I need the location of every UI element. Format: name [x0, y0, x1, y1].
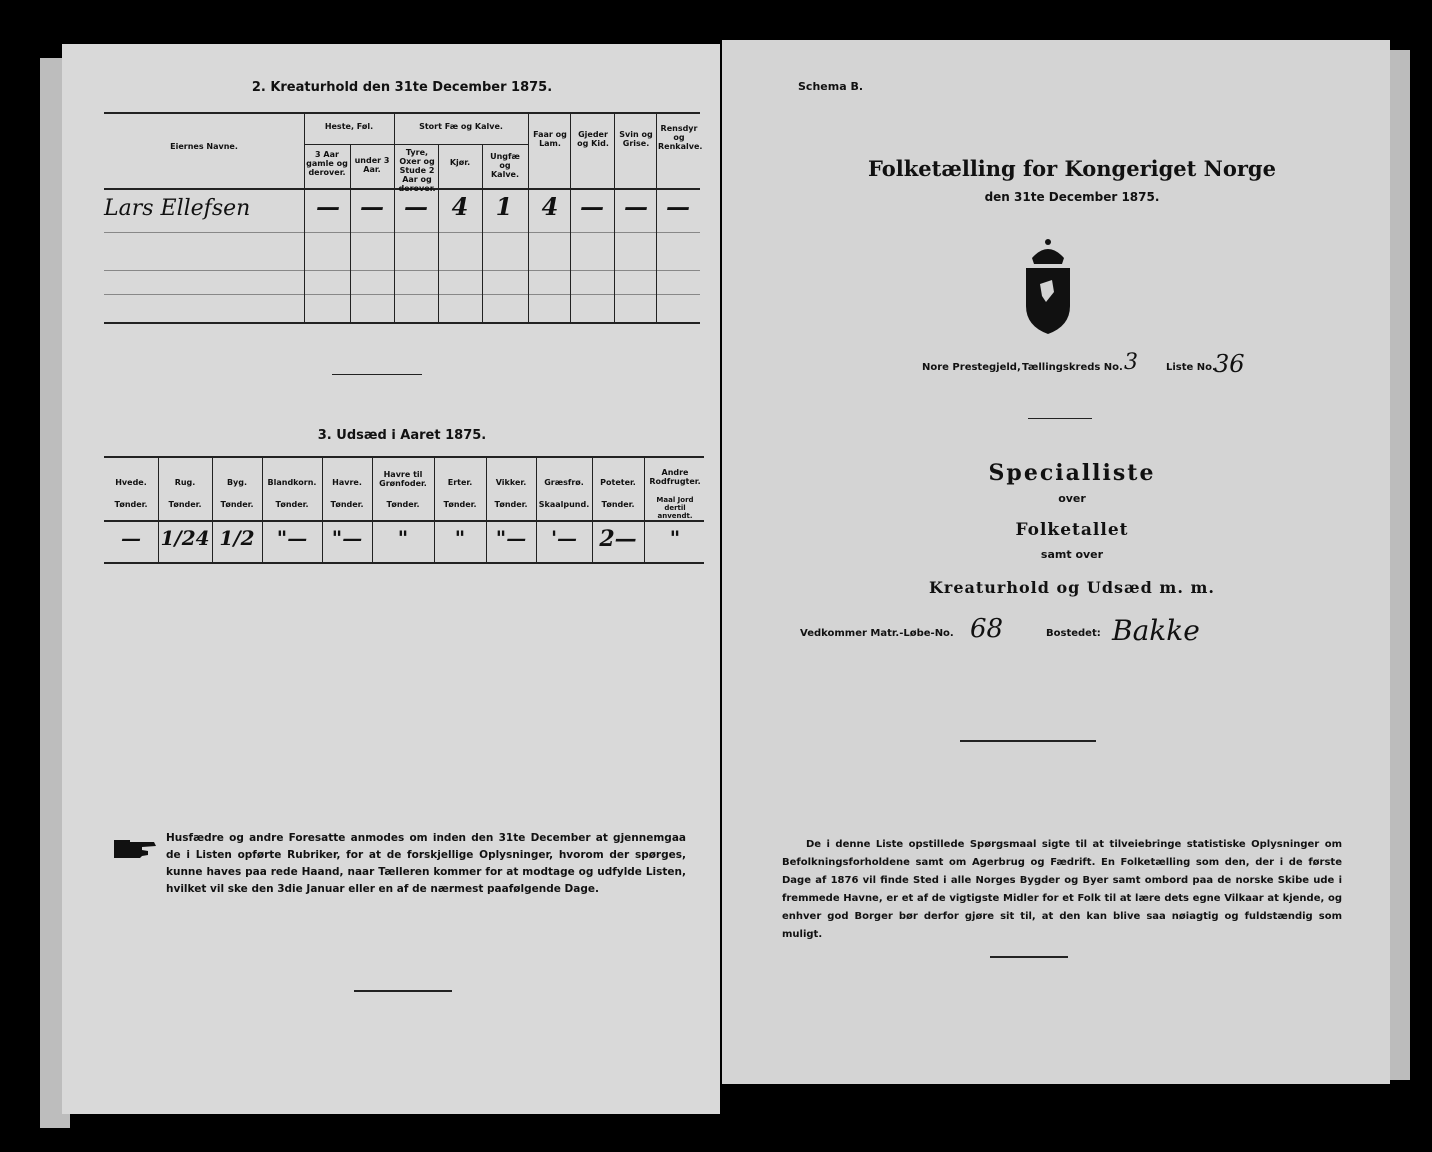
owner-name: Lars Ellefsen	[104, 196, 251, 221]
seed-header: Byg.	[226, 478, 248, 487]
livestock-value: —	[404, 192, 428, 221]
bosted-value: Bakke	[1112, 614, 1200, 647]
seed-header: Rug.	[174, 478, 196, 487]
divider	[354, 990, 452, 992]
seed-value: '—	[550, 526, 578, 550]
seed-value: "	[454, 526, 466, 550]
seed-header: Havre til Grønfoder.	[379, 470, 427, 488]
seed-value: 2—	[599, 526, 637, 552]
livestock-value: —	[360, 192, 384, 221]
livestock-value: —	[666, 192, 690, 221]
cows-header: Kjør.	[449, 158, 471, 167]
seed-value: 1/24	[160, 526, 210, 550]
over-text: over	[1058, 492, 1086, 505]
matr-value: 68	[970, 614, 1004, 644]
livestock-value: 4	[541, 192, 559, 221]
horses-young-header: under 3 Aar.	[354, 156, 390, 174]
seed-unit: Tønder.	[386, 500, 420, 509]
livestock-value: —	[580, 192, 604, 221]
census-date: den 31te December 1875.	[984, 190, 1160, 204]
seed-header: Græsfrø.	[544, 478, 584, 487]
folketallet-text: Folketallet	[1015, 520, 1129, 540]
liste-value: 36	[1214, 350, 1245, 378]
left-notice: Husfædre og andre Foresatte anmodes om inden den 31te December at gjennemgaa de i Listen opførte Rubriker, for at de forskjellige Oplysninger, hvorom der spørges, kunne haves paa rede Haand, naar Tælleren kommer for at modtage og udfylde Listen, hvilket vil ske den 3die Januar eller en af de nærmest paafølgende Dage.	[166, 832, 686, 895]
samt-over-text: samt over	[1040, 548, 1104, 561]
right-notice: De i denne Liste opstillede Spørgsmaal sigte til at tilveiebringe statistiske Oplysninger om Befolkningsforholdene samt om Agerbrug og Fædrift. En Folketælling som den, der i de første Dage af 1876 vil finde Sted i alle Norges Bygder og Byer samt ombord paa de norske Skibe ude i fremmede Havne, er et af de vigtigste Midler for et Folk til at lære dets egne Vilkaar at kjende, og enhver god Borger bør derfor gjøre sit til, at den kan blive saa nøiagtig og fuldstændig som muligt.	[782, 839, 1342, 940]
divider	[960, 740, 1096, 742]
seed-header: Erter.	[447, 478, 473, 487]
seed-value: 1/2	[219, 526, 255, 550]
seed-value: "—	[276, 526, 308, 550]
seed-header: Hvede.	[115, 478, 147, 487]
right-page	[722, 40, 1390, 1084]
seed-table-content	[104, 456, 704, 564]
seed-unit: Tønder.	[601, 500, 635, 509]
special-title: Specialliste	[988, 460, 1156, 486]
seed-value: "—	[331, 526, 363, 550]
owner-name-header: Eiernes Navne.	[170, 142, 238, 151]
seed-value: "—	[495, 526, 527, 550]
seed-unit: Tønder.	[494, 500, 528, 509]
horses-header: Heste, Føl.	[324, 122, 374, 131]
liste-label: Liste No.	[1166, 362, 1216, 373]
livestock-value: —	[316, 192, 340, 221]
divider	[1028, 418, 1092, 419]
seed-unit: Tønder.	[330, 500, 364, 509]
kreatur-text: Kreaturhold og Udsæd m. m.	[929, 578, 1215, 597]
seed-value: "	[397, 526, 409, 550]
census-title: Folketælling for Kongeriget Norge	[868, 156, 1276, 181]
seed-unit: Tønder.	[275, 500, 309, 509]
goats-header: Gjeder og Kid.	[577, 130, 609, 148]
matr-label: Vedkommer Matr.-Løbe-No.	[800, 628, 954, 639]
livestock-table	[104, 112, 703, 324]
bosted-label: Bostedet:	[1046, 628, 1101, 639]
oxen-header: Tyre, Oxer og Stude 2 Aar og derover.	[398, 148, 436, 193]
seed-unit: Maal Jord dertil anvendt.	[656, 496, 694, 520]
seed-unit: Skaalpund.	[538, 500, 590, 509]
divider	[990, 956, 1068, 958]
tellingskreds-value: 3	[1124, 350, 1138, 375]
seed-header: Poteter.	[600, 478, 636, 487]
sheep-header: Faar og Lam.	[533, 130, 567, 148]
seed-header: Vikker.	[495, 478, 527, 487]
seed-header: Andre Rodfrugter.	[649, 468, 701, 486]
tellingskreds-label: Tællingskreds No.	[1022, 362, 1123, 373]
seed-unit: Tønder.	[168, 500, 202, 509]
livestock-value: —	[624, 192, 648, 221]
schema-label: Schema B.	[798, 80, 864, 93]
pigs-header: Svin og Grise.	[619, 130, 653, 148]
reindeer-header: Rensdyr og Renkalve.	[658, 124, 703, 151]
seed-value: "	[669, 526, 681, 550]
coat-of-arms-icon	[1018, 236, 1078, 336]
seed-unit: Tønder.	[220, 500, 254, 509]
cattle-header: Stort Fæ og Kalve.	[419, 122, 503, 131]
seed-header: Blandkorn.	[267, 478, 317, 487]
left-page	[62, 44, 720, 1114]
prestegjeld-label: Nore Prestegjeld,	[922, 362, 1021, 373]
pointing-hand-icon	[112, 834, 158, 862]
section3-title: 3. Udsæd i Aaret 1875.	[317, 428, 487, 443]
section2-title: 2. Kreaturhold den 31te December 1875.	[251, 80, 553, 95]
livestock-value: 4	[451, 192, 469, 221]
livestock-value: 1	[495, 192, 513, 221]
horses-adult-header: 3 Aar gamle og derover.	[306, 150, 348, 177]
calves-header: Ungfæ og Kalve.	[490, 152, 520, 179]
seed-unit: Tønder.	[114, 500, 148, 509]
seed-unit: Tønder.	[443, 500, 477, 509]
divider	[332, 374, 422, 375]
seed-header: Havre.	[332, 478, 362, 487]
seed-value: —	[121, 526, 141, 550]
